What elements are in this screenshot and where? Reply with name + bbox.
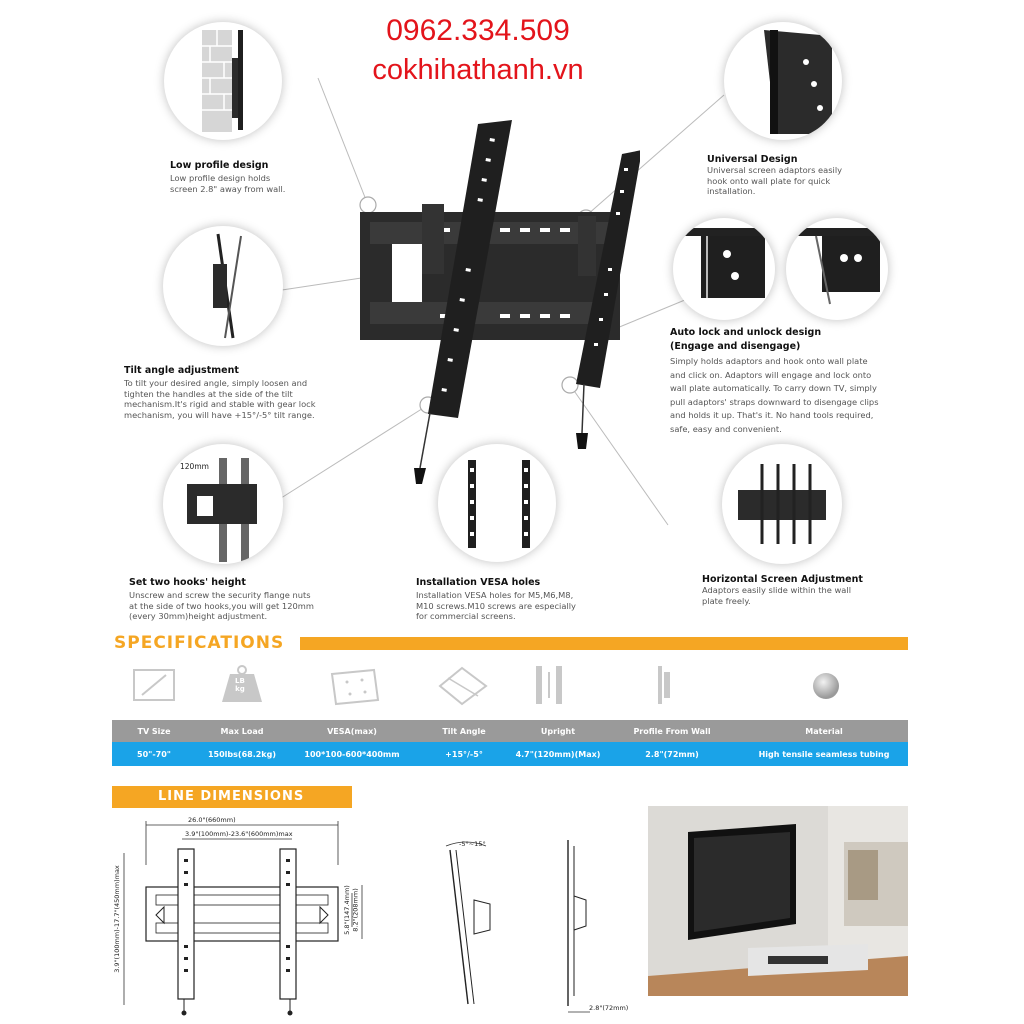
spec-header-tv-size: TV Size	[112, 720, 196, 742]
feature-subtitle-auto-lock: (Engage and disengage)	[670, 341, 801, 352]
tv-size-icon	[134, 670, 174, 700]
front-view-drawing	[112, 815, 372, 1020]
upright-icon	[536, 666, 562, 704]
dim-height-range: 3.9"(100mm)-17.7"(450mm)max	[112, 865, 121, 973]
spec-value-profile: 2.8"(72mm)	[604, 742, 740, 766]
low-profile-circle	[164, 22, 282, 140]
side-view-tilt-drawing	[440, 840, 500, 1010]
specifications-table	[112, 720, 908, 766]
spec-header-profile: Profile From Wall	[604, 720, 740, 742]
spec-icons	[112, 660, 908, 712]
mount-product-image	[350, 118, 640, 488]
dim-tilt: -5°~15°	[459, 840, 486, 848]
feature-title-low-profile: Low profile design	[170, 160, 269, 171]
feature-desc-horizontal: Adaptors easily slide within the wall plate freely.	[702, 585, 851, 606]
spec-header-material: Material	[740, 720, 908, 742]
spec-value-vesa: 100*100-600*400mm	[288, 742, 416, 766]
auto-lock-circle-1	[673, 218, 775, 320]
spec-header-upright: Upright	[512, 720, 604, 742]
feature-desc-universal: Universal screen adaptors easily hook onto wall plate for quick installation.	[707, 165, 843, 197]
spec-value-tilt: +15°/-5°	[416, 742, 512, 766]
spec-header-max-load: Max Load	[196, 720, 288, 742]
dim-plate-outer: 8.2"(208mm)	[351, 888, 360, 932]
dim-vesa-range: 3.9"(100mm)-23.6"(600mm)max	[185, 830, 293, 838]
spec-header-vesa: VESA(max)	[288, 720, 416, 742]
feature-title-tilt: Tilt angle adjustment	[124, 365, 239, 376]
specifications-heading: SPECIFICATIONS	[114, 633, 285, 653]
phone-number: 0962.334.509	[386, 14, 570, 47]
spec-value-tv-size: 50"-70"	[112, 742, 196, 766]
feature-title-vesa: Installation VESA holes	[416, 577, 541, 588]
universal-design-circle	[724, 22, 842, 140]
auto-lock-circle-2	[786, 218, 888, 320]
feature-title-hooks: Set two hooks' height	[129, 577, 246, 588]
tilt-angle-circle	[163, 226, 283, 346]
feature-desc-auto-lock: Simply holds adaptors and hook onto wall plate and click on. Adaptors will engage and lock onto wall plate automatically. To carry down TV, simply pull adaptors' straps downward to disengage clips and holds it up. That's it. No hand tools required, safe, easy and convenient.	[670, 356, 879, 434]
horizontal-adjust-circle	[722, 444, 842, 564]
vesa-holes-circle	[438, 444, 556, 562]
max-load-icon-label: LB kg	[235, 677, 245, 693]
dim-plate-inner: 5.8"(147.4mm)	[342, 885, 351, 935]
material-icon	[813, 673, 839, 699]
tilt-angle-icon	[440, 668, 486, 704]
spec-value-row	[112, 742, 908, 766]
feature-desc-low-profile: Low profile design holds screen 2.8" away from wall.	[170, 173, 286, 194]
dim-profile: 2.8"(72mm)	[589, 1004, 629, 1012]
feature-title-horizontal: Horizontal Screen Adjustment	[702, 574, 863, 585]
spec-value-upright: 4.7"(120mm)(Max)	[512, 742, 604, 766]
side-view-profile-drawing	[556, 836, 616, 1016]
spec-header-row	[112, 720, 908, 742]
vesa-icon	[332, 670, 378, 704]
feature-title-universal: Universal Design	[707, 154, 798, 165]
line-dimensions-heading: LINE DIMENSIONS	[158, 789, 305, 804]
feature-desc-tilt: To tilt your desired angle, simply loosen and tighten the handles at the side of the tilt mechanism.It's rigid and stable with gear lock mechanism, you will have +15°/-5° tilt range.	[124, 378, 316, 420]
feature-desc-vesa: Installation VESA holes for M5,M6,M8, M10 screws.M10 screws are especially for commercial screens.	[416, 590, 576, 622]
feature-title-auto-lock: Auto lock and unlock design	[670, 327, 822, 338]
dim-width: 26.0"(660mm)	[188, 816, 236, 824]
website: cokhihathanh.vn	[372, 54, 584, 86]
feature-desc-hooks: Unscrew and screw the security flange nuts at the side of two hooks,you will get 120mm (every 30mm)height adjustment.	[129, 590, 314, 622]
hooks-height-badge: 120mm	[180, 462, 209, 471]
spec-value-max-load: 150lbs(68.2kg)	[196, 742, 288, 766]
profile-icon	[658, 666, 670, 704]
installed-room-photo	[648, 806, 908, 996]
spec-header-tilt: Tilt Angle	[416, 720, 512, 742]
spec-value-material: High tensile seamless tubing	[740, 742, 908, 766]
specifications-bar	[300, 637, 908, 650]
